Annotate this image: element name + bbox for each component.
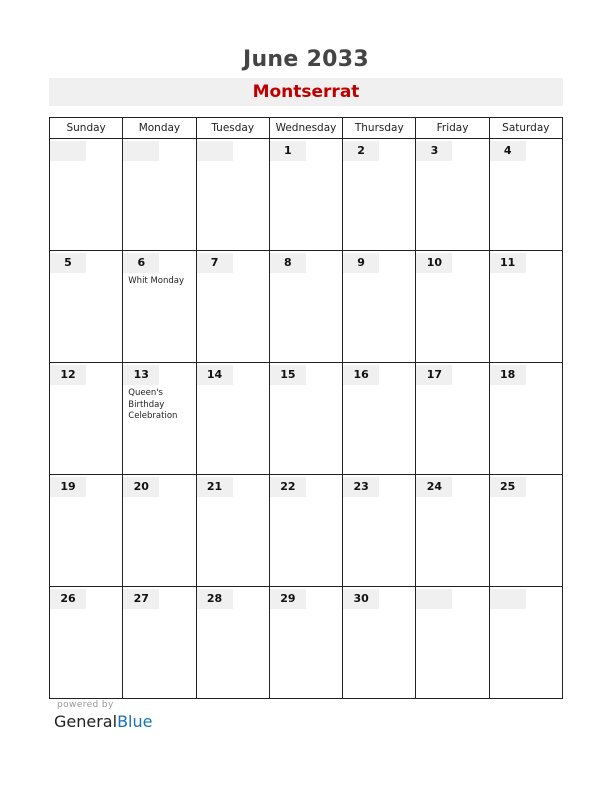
week-row	[50, 363, 563, 475]
brand-blue: Blue	[117, 712, 153, 731]
brand-general: General	[54, 712, 118, 731]
day-number: 2	[343, 141, 379, 161]
day-number: 28	[197, 589, 233, 609]
calendar-grid	[49, 117, 563, 699]
day-cell[interactable]	[123, 251, 196, 363]
day-number: 15	[270, 365, 306, 385]
weekday-friday: Friday	[416, 118, 489, 139]
day-number: 30	[343, 589, 379, 609]
day-number: 26	[50, 589, 86, 609]
weekday-sunday: Sunday	[50, 118, 123, 139]
day-cell[interactable]	[489, 363, 562, 475]
weekday-saturday: Saturday	[489, 118, 562, 139]
day-cell[interactable]	[50, 139, 123, 251]
day-number	[490, 589, 526, 609]
holiday-label: Whit Monday	[128, 276, 185, 286]
day-cell[interactable]	[50, 251, 123, 363]
day-number	[50, 141, 86, 161]
day-cell[interactable]	[269, 363, 342, 475]
day-cell[interactable]	[196, 587, 269, 699]
day-number: 10	[416, 253, 452, 273]
day-cell[interactable]	[343, 363, 416, 475]
day-number: 22	[270, 477, 306, 497]
country-name: Montserrat	[252, 82, 360, 102]
powered-by-text: powered by	[57, 700, 114, 710]
day-cell[interactable]	[123, 475, 196, 587]
day-number: 14	[197, 365, 233, 385]
weekday-header-row	[50, 118, 563, 139]
day-cell[interactable]	[123, 363, 196, 475]
day-number: 3	[416, 141, 452, 161]
day-cell[interactable]	[269, 587, 342, 699]
day-number: 13	[123, 365, 159, 385]
page-title: June 2033	[242, 47, 370, 72]
day-cell[interactable]	[489, 587, 562, 699]
week-row	[50, 139, 563, 251]
day-cell[interactable]	[416, 475, 489, 587]
holiday-label: Queen's Birthday Celebration	[128, 388, 178, 421]
day-cell[interactable]	[196, 139, 269, 251]
day-cell[interactable]	[343, 251, 416, 363]
weekday-monday: Monday	[123, 118, 196, 139]
day-cell[interactable]	[123, 587, 196, 699]
day-number: 21	[197, 477, 233, 497]
weekday-thursday: Thursday	[343, 118, 416, 139]
day-number: 1	[270, 141, 306, 161]
day-number: 11	[490, 253, 526, 273]
day-cell[interactable]	[343, 475, 416, 587]
day-cell[interactable]	[196, 475, 269, 587]
day-number	[197, 141, 233, 161]
week-row	[50, 587, 563, 699]
day-cell[interactable]	[343, 587, 416, 699]
day-number: 23	[343, 477, 379, 497]
day-cell[interactable]	[343, 139, 416, 251]
generalblue-logo[interactable]	[54, 712, 152, 731]
day-cell[interactable]	[269, 475, 342, 587]
day-number: 6	[123, 253, 159, 273]
day-cell[interactable]	[196, 251, 269, 363]
day-cell[interactable]	[269, 139, 342, 251]
week-row	[50, 251, 563, 363]
day-number: 8	[270, 253, 306, 273]
day-cell[interactable]	[50, 587, 123, 699]
week-row	[50, 475, 563, 587]
day-number: 9	[343, 253, 379, 273]
day-number: 7	[197, 253, 233, 273]
day-number: 12	[50, 365, 86, 385]
day-number: 4	[490, 141, 526, 161]
weekday-wednesday: Wednesday	[269, 118, 342, 139]
day-number: 16	[343, 365, 379, 385]
day-cell[interactable]	[489, 251, 562, 363]
country-banner	[49, 78, 563, 106]
day-cell[interactable]	[123, 139, 196, 251]
day-number: 27	[123, 589, 159, 609]
day-cell[interactable]	[50, 475, 123, 587]
day-cell[interactable]	[50, 363, 123, 475]
day-number: 17	[416, 365, 452, 385]
day-cell[interactable]	[416, 251, 489, 363]
day-cell[interactable]	[489, 139, 562, 251]
day-number: 24	[416, 477, 452, 497]
day-number: 19	[50, 477, 86, 497]
day-cell[interactable]	[269, 251, 342, 363]
day-number: 5	[50, 253, 86, 273]
day-number: 18	[490, 365, 526, 385]
day-cell[interactable]	[489, 475, 562, 587]
day-cell[interactable]	[196, 363, 269, 475]
day-cell[interactable]	[416, 139, 489, 251]
day-number: 25	[490, 477, 526, 497]
calendar-body	[50, 139, 563, 699]
day-number	[123, 141, 159, 161]
day-cell[interactable]	[416, 587, 489, 699]
day-number: 20	[123, 477, 159, 497]
day-number: 29	[270, 589, 306, 609]
day-cell[interactable]	[416, 363, 489, 475]
weekday-tuesday: Tuesday	[196, 118, 269, 139]
day-number	[416, 589, 452, 609]
